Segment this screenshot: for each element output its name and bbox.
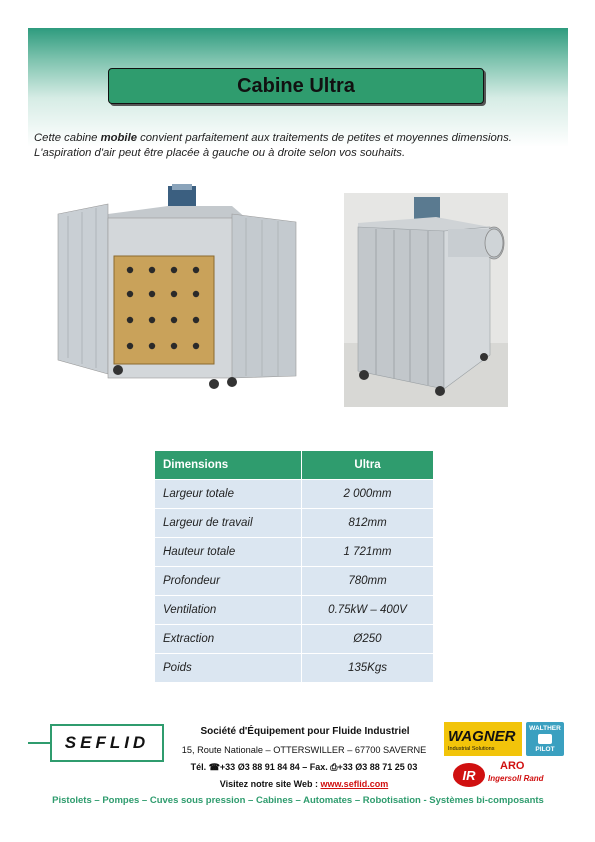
seflid-logo [50,724,164,762]
ingersoll-rand-logo-icon [452,762,486,788]
intro-bold-word: mobile [100,132,137,144]
row-label: Largeur totale [155,480,302,509]
seflid-logo-text: SEFLID [64,733,150,752]
product-tagline: Pistolets – Pompes – Cuves sous pression – Cabines – Automates – Robotisation - Systèmes bi-composants [52,795,544,806]
intro-text [34,131,564,161]
row-label: Hauteur totale [155,538,302,567]
row-label: Profondeur [155,567,302,596]
wagner-logo-text: WAGNER [448,728,516,745]
fax-number: +33 Ø3 88 71 25 03 [337,762,418,772]
phone-icon: ☎ [208,762,220,772]
table-row [155,567,434,596]
page-title: Cabine Ultra [237,74,355,97]
wagner-subtitle: Industrial Solutions [448,746,495,752]
table-row [155,509,434,538]
phone-label: Tél. [190,762,207,772]
photo-booth-open [56,184,302,394]
row-value: 1 721mm [301,538,433,567]
row-value: 2 000mm [301,480,433,509]
booth-closed-illustration [344,193,508,407]
wagner-logo [444,722,522,756]
table-header-model: Ultra [301,451,433,480]
booth-open-illustration [56,184,302,394]
intro-line-2: L'aspiration d'air peut être placée à gauche ou à droite selon vos souhaits. [34,147,406,159]
table-row [155,596,434,625]
company-address: 15, Route Nationale – OTTERSWILLER – 67700 SAVERNE [181,745,427,755]
intro-line-1-end: convient parfaitement aux traitements de petites et moyennes dimensions. [136,132,512,144]
phone-number: +33 Ø3 88 91 84 84 [219,762,300,772]
walther-logo-bottom: PILOT [535,746,555,753]
table-header-dimensions: Dimensions [155,451,302,480]
row-label: Largeur de travail [155,509,302,538]
fax-icon: ⎙ [330,762,338,772]
walther-logo-icon [538,734,552,744]
dimensions-table [154,450,434,683]
table-row [155,538,434,567]
intro-line-1-start: Cette cabine [34,132,101,144]
fax-label: – Fax. [302,762,328,772]
table-row [155,625,434,654]
walther-logo-top: WALTHER [529,725,561,732]
company-name: Société d'Équipement pour Fluide Industriel [200,726,410,737]
row-value: 0.75kW – 400V [301,596,433,625]
row-value: 135Kgs [301,654,433,683]
row-label: Ventilation [155,596,302,625]
aro-logo-text: ARO [500,760,525,772]
walther-pilot-logo [526,722,564,756]
intro-line-1 [34,131,564,146]
row-value: 812mm [301,509,433,538]
photo-booth-closed [344,193,508,407]
ingersoll-rand-text: Ingersoll Rand [488,774,544,783]
website-line [168,779,440,789]
website-label: Visitez notre site Web : [219,779,318,789]
website-link[interactable]: www.seflid.com [320,779,389,789]
row-label: Poids [155,654,302,683]
row-value: Ø250 [301,625,433,654]
table-row [155,654,434,683]
contact-phone-fax [168,762,440,773]
row-value: 780mm [301,567,433,596]
svg-text:IR: IR [462,768,476,783]
row-label: Extraction [155,625,302,654]
table-header-row [155,451,434,480]
table-row [155,480,434,509]
page-title-box [108,68,484,104]
footer-accent-line [28,742,52,744]
